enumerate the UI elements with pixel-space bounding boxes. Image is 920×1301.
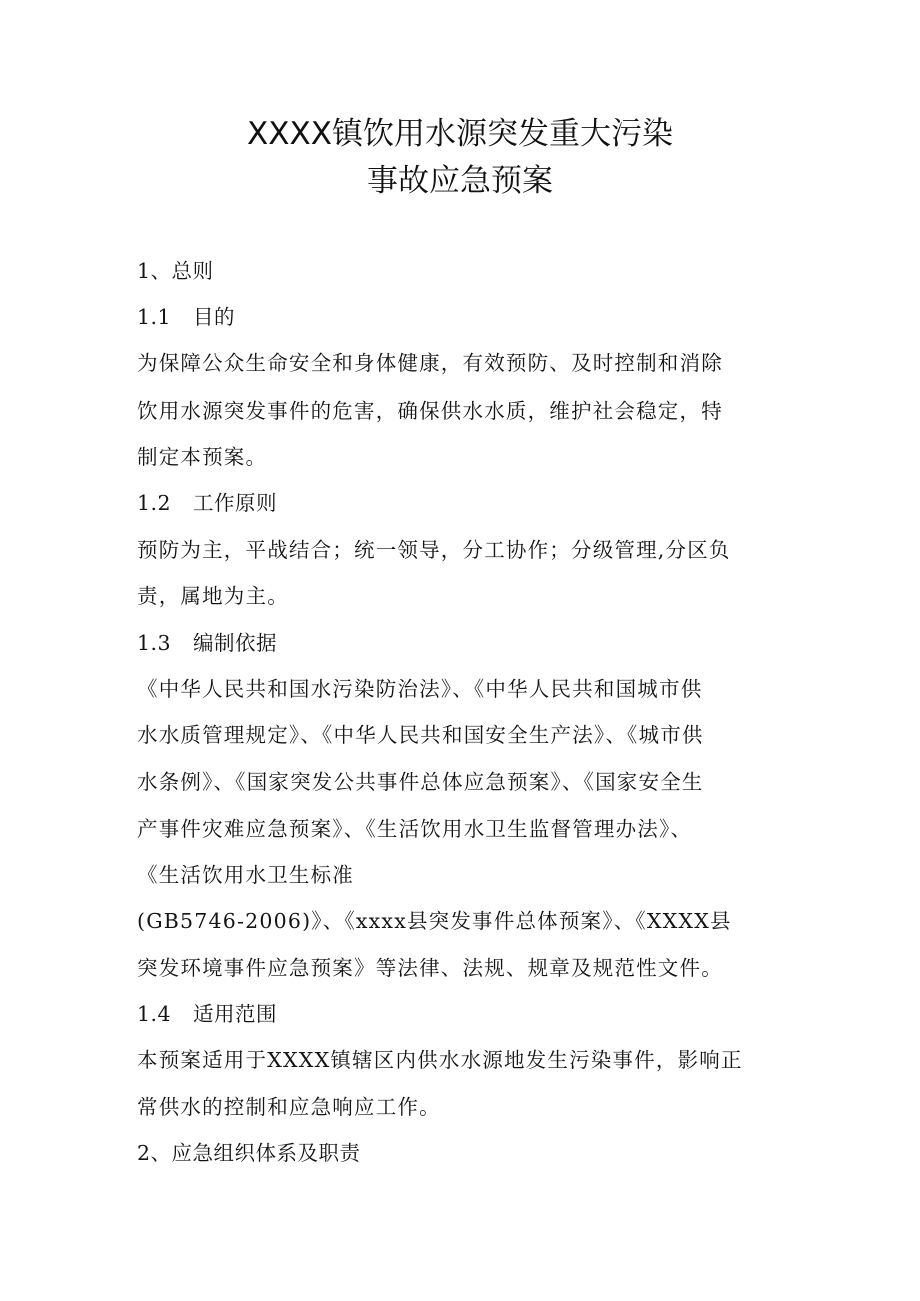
section-1-3-heading (137, 628, 277, 658)
section-1-3-number: 1.3 (137, 631, 172, 655)
section-1-1-heading (137, 302, 235, 332)
section-1-4-heading (137, 999, 277, 1029)
section-1-2-title: 工作原则 (193, 491, 277, 515)
section-1-2-heading (137, 488, 277, 518)
paragraph-basis-line-6: (GB5746-2006)》、《xxxx县突发事件总体预案》、《XXXX县 (137, 909, 732, 933)
document-title-line-1: XXXX镇饮用水源突发重大污染 (247, 116, 673, 152)
document-title-line-2: 事故应急预案 (367, 163, 553, 199)
paragraph-purpose-line-1: 为保障公众生命安全和身体健康，有效预防、及时控制和消除 (137, 351, 723, 375)
section-2-heading: 2、应急组织体系及职责 (137, 1141, 361, 1165)
paragraph-scope-line-1: 本预案适用于XXXX镇辖区内供水水源地发生污染事件，影响正 (137, 1048, 743, 1072)
paragraph-principles-line-2: 责，属地为主。 (137, 584, 289, 608)
paragraph-purpose-line-2: 饮用水源突发事件的危害，确保供水水质，维护社会稳定，特 (137, 399, 723, 423)
section-1-1-number: 1.1 (137, 305, 172, 329)
paragraph-basis-line-1: 《中华人民共和国水污染防治法》、《中华人民共和国城市供 (137, 677, 703, 701)
section-1-2-number: 1.2 (137, 491, 172, 515)
paragraph-basis-line-3: 水条例》、《国家突发公共事件总体应急预案》、《国家安全生 (137, 770, 704, 794)
section-1-heading: 1、总则 (137, 259, 214, 283)
section-1-3-title: 编制依据 (193, 631, 277, 655)
paragraph-basis-line-2: 水水质管理规定》、《中华人民共和国安全生产法》、《城市供 (137, 723, 704, 747)
paragraph-basis-line-5: 《生活饮用水卫生标准 (137, 863, 354, 887)
section-1-1-title: 目的 (193, 305, 235, 329)
paragraph-basis-line-4: 产事件灾难应急预案》、《生活饮用水卫生监督管理办法》、 (137, 817, 693, 841)
section-1-4-number: 1.4 (137, 1002, 172, 1026)
paragraph-principles-line-1: 预防为主，平战结合；统一领导，分工协作；分级管理,分区负 (137, 538, 731, 562)
paragraph-scope-line-2: 常供水的控制和应急响应工作。 (137, 1095, 441, 1119)
paragraph-basis-line-7: 突发环境事件应急预案》等法律、法规、规章及规范性文件。 (137, 956, 723, 980)
paragraph-purpose-line-3: 制定本预案。 (137, 445, 268, 469)
section-1-4-title: 适用范围 (193, 1002, 277, 1026)
